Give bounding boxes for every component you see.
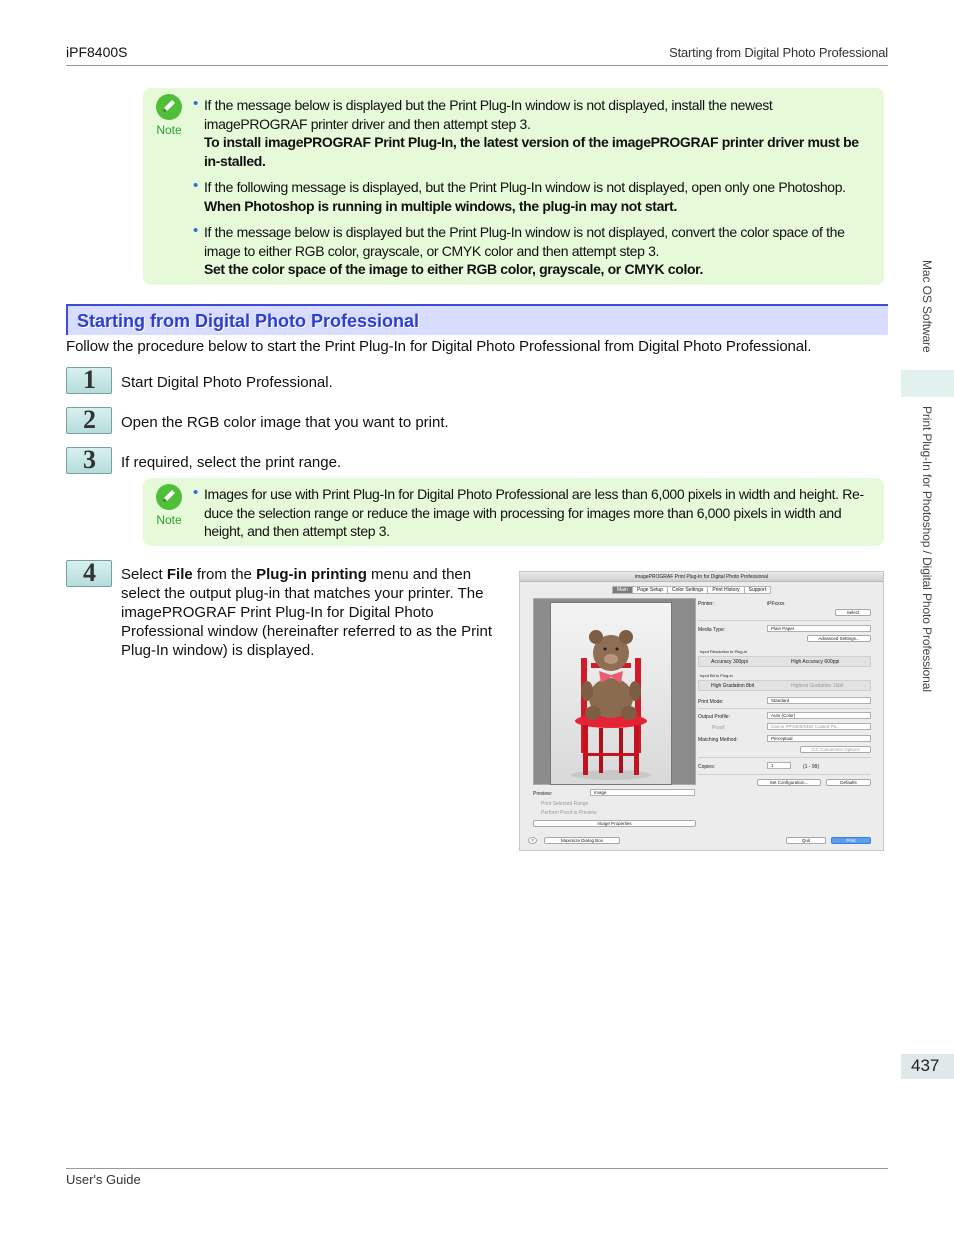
step-text: Select File from the Plug-in printing menu and then select the output plug-in that matches your printer. The imagePROGRAF Print Plug-In for Digital Photo Professional window (hereinafter referred to as the Print Plug-In window) is displayed. [121,566,493,659]
page-number: 437 [911,1056,940,1075]
footer-text: User's Guide [66,1172,141,1187]
tab-page-setup[interactable]: Page Setup [632,586,668,594]
bullet-icon: • [193,222,198,239]
gradation-16bit-radio[interactable]: Highest Gradation 16bit [791,683,844,689]
note-bullet-list [193,96,874,287]
output-profile-label: Output Profile: [698,714,730,720]
header-section-title: Starting from Digital Photo Professional [669,45,888,60]
set-configuration-button[interactable]: Set Configuration... [757,779,821,786]
tab-color-settings[interactable]: Color Settings [667,586,708,594]
tab-main[interactable]: Main [612,586,633,594]
input-bit-label: Input Bit to Plug-in [700,673,733,678]
section-intro: Follow the procedure below to start the Print Plug-In for Digital Photo Professional from Digital Photo Professional. [66,338,812,355]
copies-input[interactable]: 1 [767,762,791,769]
print-button[interactable]: Print [831,837,871,844]
proof-select[interactable]: Canon iPF6400/6450 Coated Pa... [767,723,871,730]
header-model: iPF8400S [66,44,128,60]
print-plugin-dialog-screenshot [519,571,884,851]
preview-select[interactable]: Image [590,789,695,796]
accuracy-300-radio[interactable]: Accuracy 300ppi [711,659,748,665]
bullet-icon: • [193,95,198,112]
matching-method-select[interactable]: Perceptual [767,735,871,742]
print-mode-label: Print Mode: [698,699,724,705]
pencil-icon [156,484,182,510]
note-label: Note [156,123,182,137]
printer-value: iPFxxxx [767,601,785,607]
pencil-icon [156,94,182,120]
help-button[interactable]: ? [528,837,537,844]
printer-label: Printer: [698,601,715,607]
section-heading [66,304,888,335]
proof-label: Proof: [712,725,726,731]
note-bullet: • If the message below is displayed but the Print Plug-In window is not displayed, convert the color space of the image to either RGB color, grayscale, or CMYK color and then attempt step 3. Set the color space of the image to either RGB color, grayscale, or CMYK color. [193,222,845,277]
step-number-badge: 4 [66,560,112,587]
copies-label: Copies: [698,764,715,770]
preview-pane [533,598,696,785]
perform-proof-checkbox[interactable]: Perform Proof in Preview [541,810,597,816]
print-mode-select[interactable]: Standard [767,697,871,704]
header-rule [66,65,888,66]
preview-image [550,602,672,785]
media-type-select[interactable]: Plain Paper [767,625,871,632]
matching-method-label: Matching Method: [698,737,738,743]
accuracy-600-radio[interactable]: High Accuracy 600ppi [791,659,840,665]
note-bullet: • If the following message is displayed, but the Print Plug-In window is not displayed, open only one Photoshop. When Photoshop is running in multiple windows, the plug-in may not start. [193,177,846,214]
preview-label: Preview: [533,791,553,797]
divider [698,757,871,758]
note-box [143,88,884,285]
quit-button[interactable]: Quit [786,837,826,844]
step-number-badge: 1 [66,367,112,394]
teddy-bear-on-chair-image [551,603,671,784]
note-bullet-list [193,485,874,549]
maximize-dialog-button[interactable]: Maximize Dialog Box [544,837,620,844]
advanced-settings-button[interactable]: Advanced Settings... [807,635,871,642]
step-text: Start Digital Photo Professional. [121,374,333,391]
select-printer-button[interactable]: Select [835,609,871,616]
copies-range: (1 - 99) [803,764,820,770]
dialog-tabs [612,586,770,594]
page-number-box [901,1054,954,1079]
bullet-icon: • [193,484,198,501]
side-label-print-plugin: Print Plug-In for Photoshop / Digital Photo Professional [920,406,934,692]
input-bit-group [698,680,871,691]
gradation-8bit-radio[interactable]: High Gradation 8bit [711,683,755,689]
note-label: Note [156,513,182,527]
divider [698,620,871,621]
icc-conversion-options-button[interactable]: ICC Conversion Options [800,746,871,753]
output-profile-select[interactable]: Auto (Color) [767,712,871,719]
step-text: Open the RGB color image that you want to print. [121,414,449,431]
tab-support[interactable]: Support [744,586,772,594]
note-bullet: • If the message below is displayed but the Print Plug-In window is not displayed, install the newest imagePROGRAF printer driver and then attempt step 3. To install imagePROGRAF Print Plug-In, the latest version of the imagePROGRAF printer driver must be in-stalled. [193,95,859,169]
note-badge [154,94,184,137]
dialog-title: imagePROGRAF Print Plug-In for Digital Photo Professional [520,572,883,582]
side-label-mac-os-software: Mac OS Software [920,260,934,353]
step-number-badge: 3 [66,447,112,474]
bullet-icon: • [193,177,198,194]
media-type-label: Media Type: [698,627,726,633]
print-selected-range-checkbox[interactable]: Print Selected Range [541,801,589,807]
input-resolution-group [698,656,871,667]
section-title: Starting from Digital Photo Professional [77,311,420,331]
image-properties-button[interactable]: Image Properties [533,820,696,827]
step-text: If required, select the print range. [121,454,342,471]
step-number-badge: 2 [66,407,112,434]
note-box [143,478,884,546]
note-badge [154,484,184,527]
note-bullet: • Images for use with Print Plug-In for Digital Photo Professional are less than 6,000 pixels in width and height. Re-duce the selection range or reduce the image with processing for images more than 6,000 pixels in width and height, and then attempt step 3. [193,484,864,539]
tab-print-history[interactable]: Print History [707,586,744,594]
input-resolution-label: Input Resolution to Plug-in [700,649,747,654]
defaults-button[interactable]: Defaults [826,779,871,786]
side-tab-marker [901,370,954,397]
divider [698,708,871,709]
footer-rule [66,1168,888,1169]
divider [698,774,871,775]
